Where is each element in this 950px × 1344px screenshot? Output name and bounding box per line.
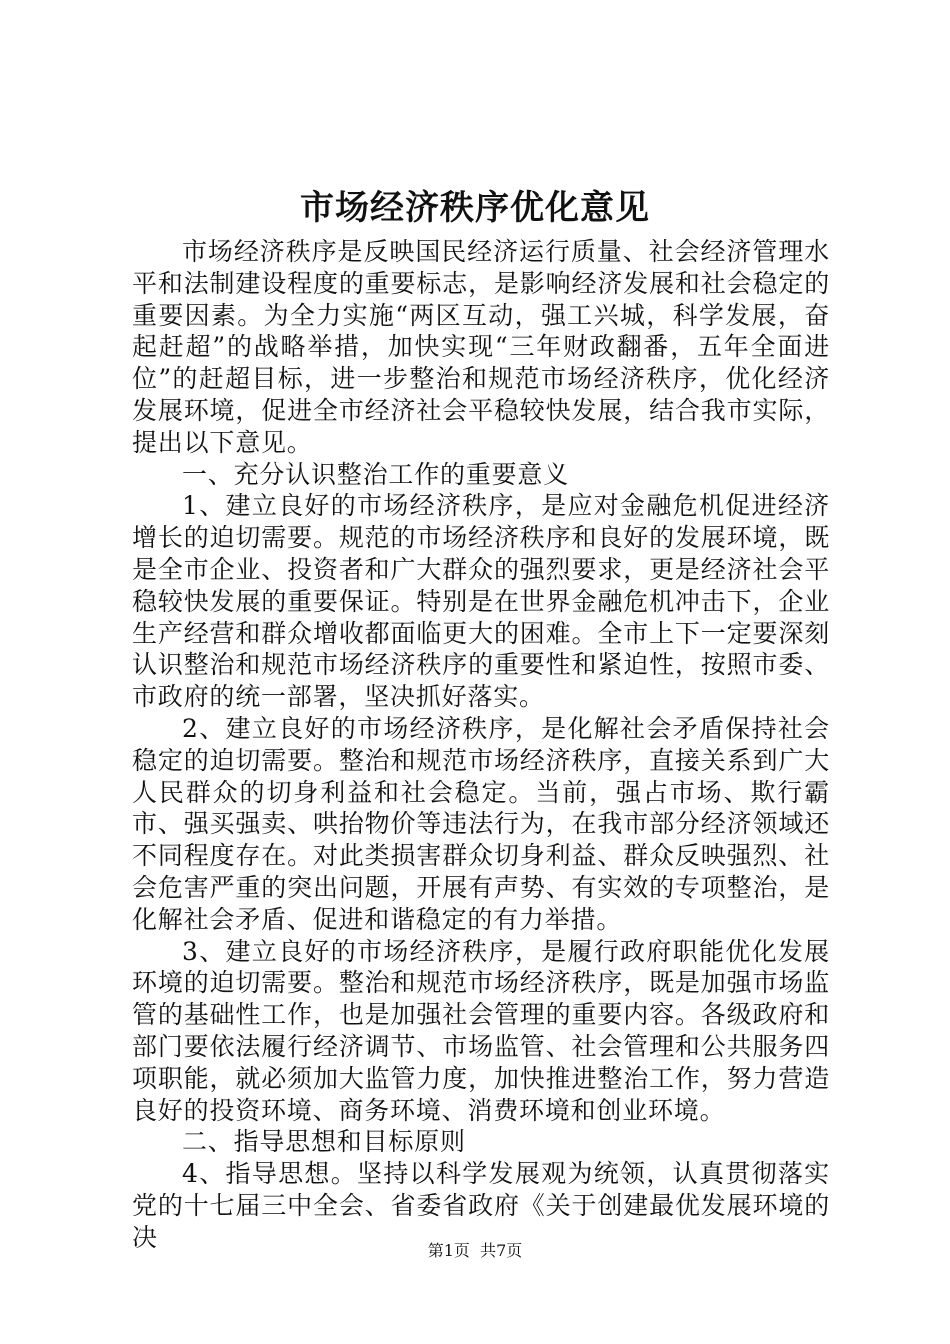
paragraph-intro: 市场经济秩序是反映国民经济运行质量、社会经济管理水平和法制建设程度的重要标志，是影响经济发展和社会稳定的重要因素。为全力实施“两区互动，强工兴城，科学发展，奋起赶超”的战略举措，加快实现“三年财政翻番，五年全面进位”的赶超目标，进一步整治和规范市场经济秩序，优化经济发展环境，促进全市经济社会平稳较快发展，结合我市实际，提出以下意见。 (132, 237, 830, 457)
paragraph-item-4: 4、指导思想。坚持以科学发展观为统领，认真贯彻落实党的十七届三中全会、省委省政府《关于创建最优发展环境的决 (132, 1159, 830, 1252)
section-heading-2: 二、指导思想和目标原则 (182, 1127, 466, 1157)
paragraph-item-1: 1、建立良好的市场经济秩序，是应对金融危机促进经济增长的迫切需要。规范的市场经济秩序和良好的发展环境，既是全市企业、投资者和广大群众的强烈要求，更是经济社会平稳较快发展的重要保证。特别是在世界金融危机冲击下，企业生产经营和群众增收都面临更大的困难。全市上下一定要深刻认识整治和规范市场经济秩序的重要性和紧迫性，按照市委、市政府的统一部署，坚决抓好落实。 (132, 491, 830, 712)
paragraph-item-3: 3、建立良好的市场经济秩序，是履行政府职能优化发展环境的迫切需要。整治和规范市场经济秩序，既是加强市场监管的基础性工作，也是加强社会管理的重要内容。各级政府和部门要依法履行经济调节、市场监管、社会管理和公共服务四项职能，就必须加大监管力度，加快推进整治工作，努力营造良好的投资环境、商务环境、消费环境和创业环境。 (132, 936, 830, 1125)
section-heading-1: 一、充分认识整治工作的重要意义 (182, 459, 570, 489)
document-title: 市场经济秩序优化意见 (300, 188, 650, 228)
paragraph-item-2: 2、建立良好的市场经济秩序，是化解社会矛盾保持社会稳定的迫切需要。整治和规范市场经济秩序，直接关系到广大人民群众的切身利益和社会稳定。当前，强占市场、欺行霸市、强买强卖、哄抬物价等违法行为，在我市部分经济领域还不同程度存在。对此类损害群众切身利益、群众反映强烈、社会危害严重的突出问题，开展有声势、有实效的专项整治，是化解社会矛盾、促进和谐稳定的有力举措。 (132, 713, 830, 934)
page-number-footer: 第1页 共7页 (427, 1241, 523, 1260)
